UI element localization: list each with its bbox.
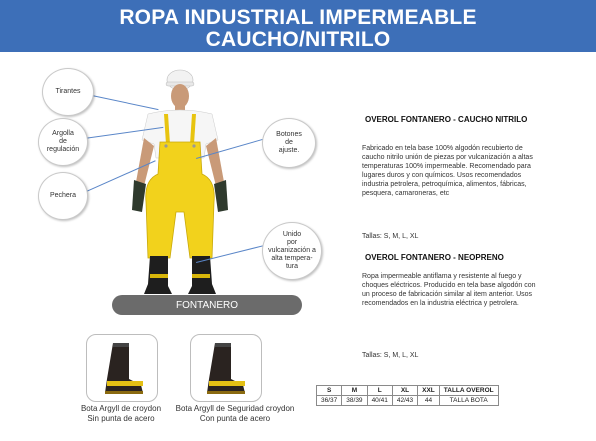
- size-table: [316, 385, 499, 406]
- callout-tirantes: Tirantes: [42, 68, 94, 116]
- boot-card-2: [190, 334, 262, 402]
- callout-argolla: Argolla de regulación: [38, 118, 88, 166]
- size-value-s: 36/37: [317, 396, 342, 406]
- callout-unido: Unido por vulcanización a alta tempera- tura: [262, 222, 322, 280]
- header-title-line1: ROPA INDUSTRIAL IMPERMEABLE: [119, 6, 477, 29]
- size-table-value-row: [317, 396, 499, 406]
- boot-card-1: [86, 334, 158, 402]
- size-value-xxl: 44: [418, 396, 440, 406]
- product2-title: OVEROL FONTANERO - NEOPRENO: [365, 253, 504, 262]
- size-value-m: 38/39: [342, 396, 367, 406]
- fontanero-label: FONTANERO: [112, 295, 302, 315]
- header-title-line2: CAUCHO/NITRILO: [205, 28, 391, 51]
- size-header-s: S: [317, 386, 342, 396]
- size-table-header-row: [317, 386, 499, 396]
- size-value-talla-bota: TALLA BOTA: [439, 396, 498, 406]
- worker-overall-illustration: [120, 62, 240, 302]
- size-header-m: M: [342, 386, 367, 396]
- product2-description: Ropa impermeable antiflama y resistente al fuego y choques eléctricos. Producido en tela base algodón con un proceso de fabricación similar al item anterior. Usos recomendados en la industria eléctrica y petrolera.: [362, 273, 536, 307]
- callout-pechera: Pechera: [38, 172, 88, 220]
- boot-1-illustration: [87, 335, 157, 401]
- product1-title: OVEROL FONTANERO - CAUCHO NITRILO: [365, 115, 528, 124]
- callout-botones: Botones de ajuste.: [262, 118, 316, 168]
- product1-description: Fabricado en tela base 100% algodón recubierto de caucho nitrilo unión de piezas por vulcanización a altas temperaturas 100% impermeable. Recomendado para lugares duros y con químicos. Usos recomendados industria petrolera, petroquímica, alimentos, fábricas, pesquera, camaroneras, etc: [362, 145, 533, 197]
- size-value-xl: 42/43: [392, 396, 417, 406]
- size-header-l: L: [367, 386, 392, 396]
- product2-tallas: Tallas: S, M, L, XL: [362, 352, 419, 359]
- page-header: [0, 0, 596, 52]
- size-header-talla-overol: TALLA OVEROL: [439, 386, 498, 396]
- boot-caption-1: Bota Argyll de croydon Sin punta de acero: [80, 404, 162, 423]
- size-header-xxl: XXL: [418, 386, 440, 396]
- size-header-xl: XL: [392, 386, 417, 396]
- boot-caption-2: Bota Argyll de Seguridad croydon Con punta de acero: [175, 404, 295, 423]
- boot-2-illustration: [191, 335, 261, 401]
- product1-tallas: Tallas: S, M, L, XL: [362, 233, 419, 240]
- size-value-l: 40/41: [367, 396, 392, 406]
